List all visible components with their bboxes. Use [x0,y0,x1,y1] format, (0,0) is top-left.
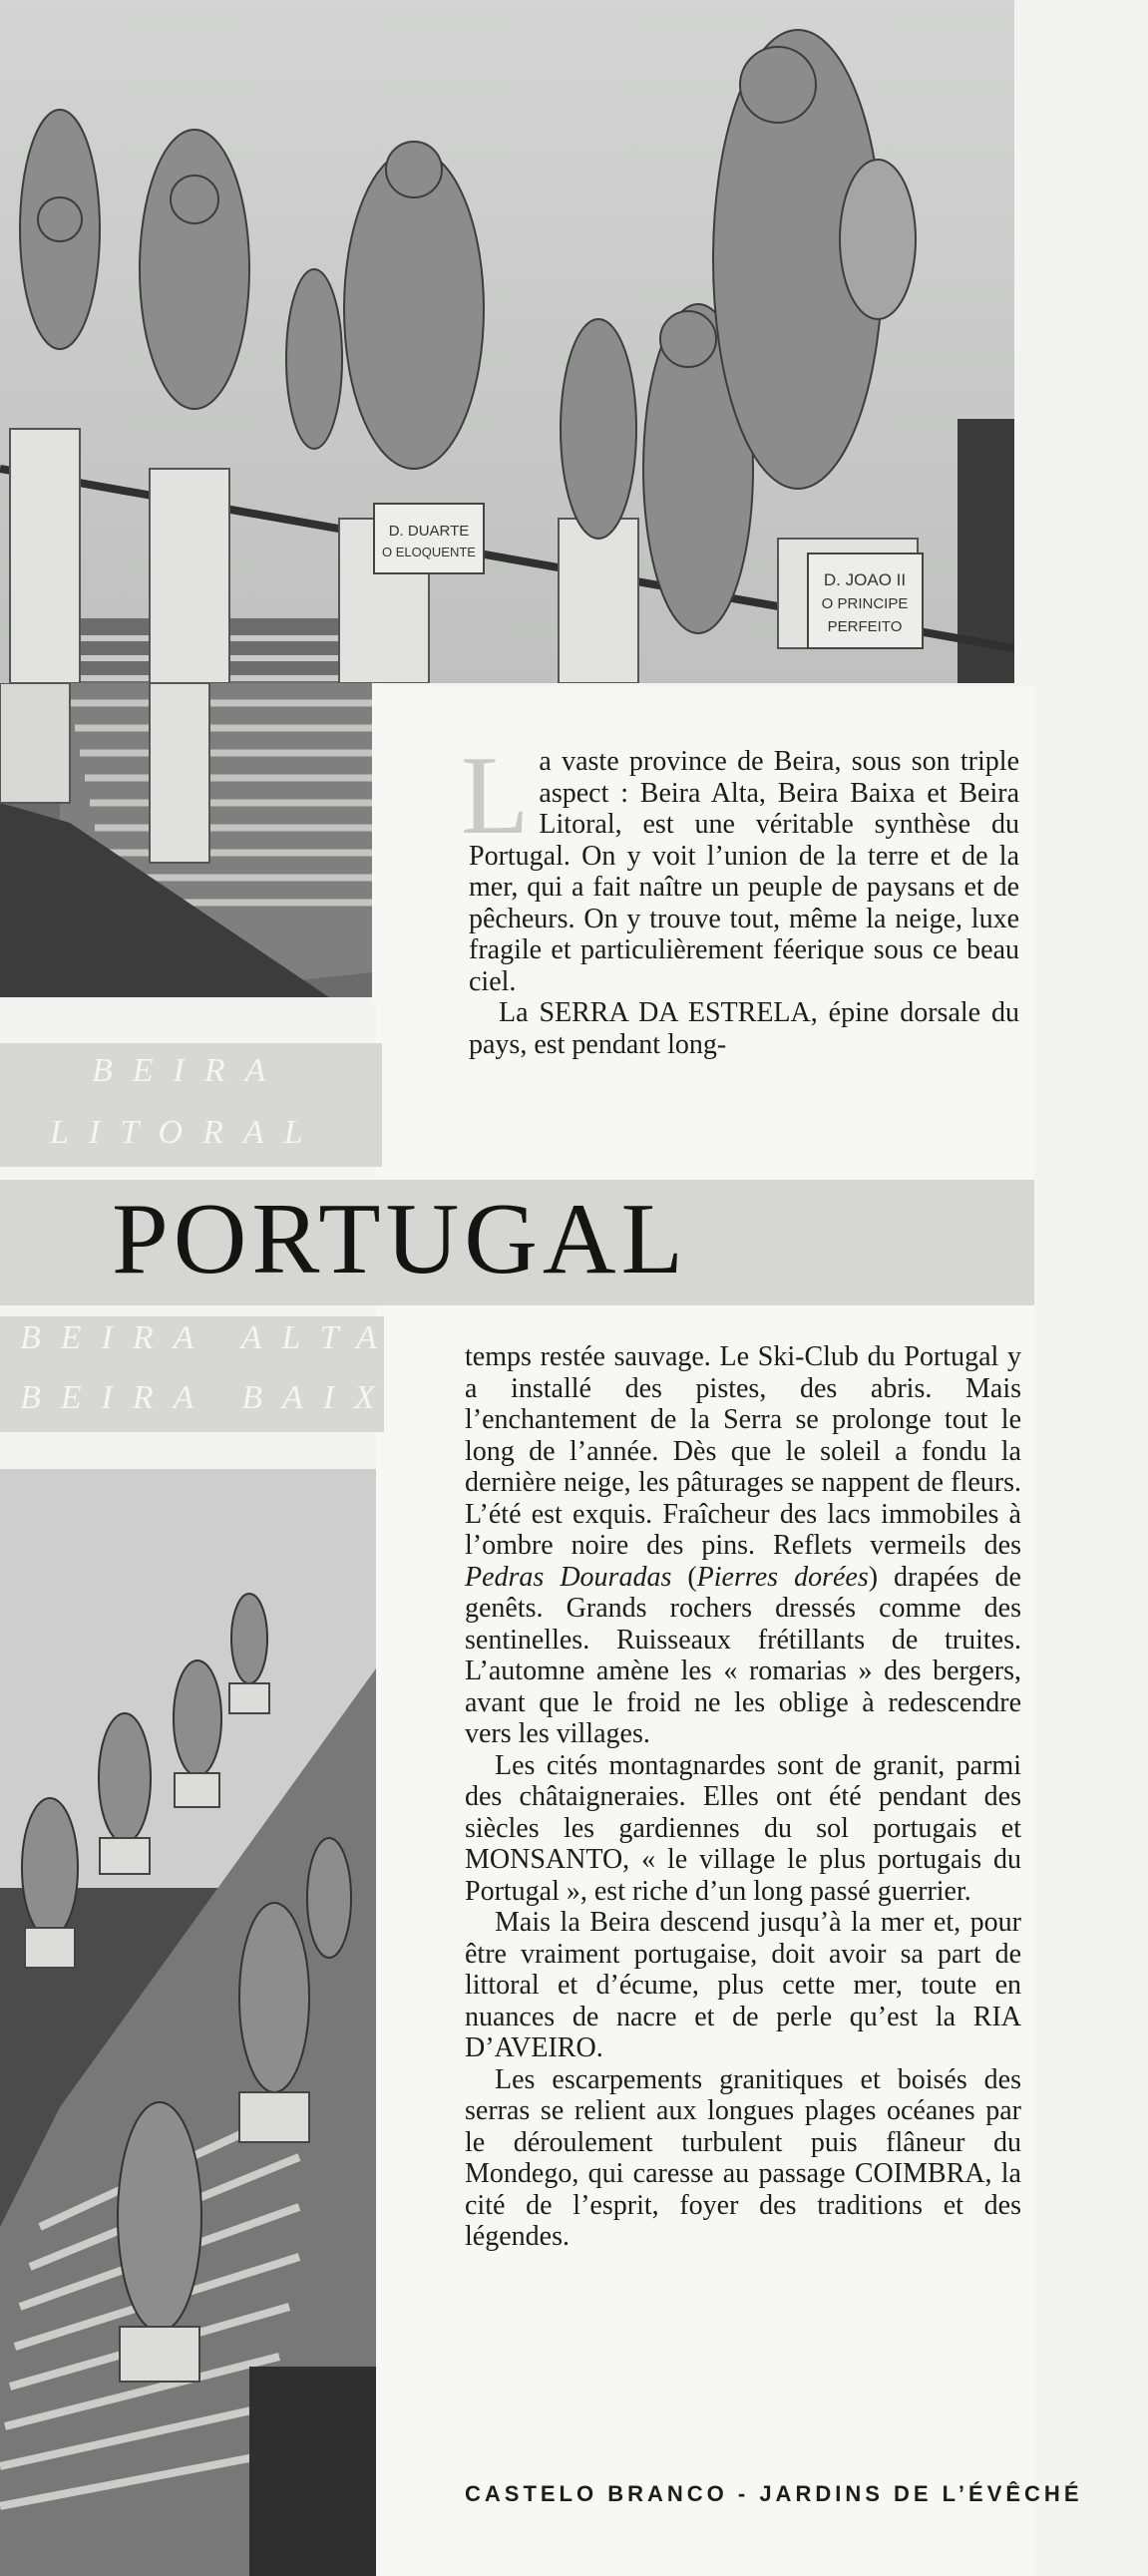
paragraph-serra-continued: temps restée sauvage. Le Ski-Club du Portugal y a installé des pistes, des abris. Mais l’enchantement de la Serra se prolonge tout le long de l’année. Dès que le soleil a fondu la dernière neige, les pâturages se nappent de fleurs. L’été est exquis. Fraîcheur des lacs immobiles à l’ombre noire des pins. Reflets vermeils des Pedras Douradas (Pierres dorées) drapées de genêts. Grands rochers dressés comme des sentinelles. Ruisseaux frétillants de truites. L’automne amène les « romarias » des bergers, avant que le froid ne les oblige à redescendre vers les villages. [465,1341,1021,1749]
drop-cap: L [461,734,530,858]
plaque-joao-line2: O PRINCIPE [821,595,909,612]
photo-garden-stairway-statues [0,1469,376,2576]
region-word-beira: BEIRA [92,1052,286,1089]
plaque-joao-line1: D. JOAO II [823,570,907,589]
intro-paragraph: La vaste province de Beira, sous son triple aspect : Beira Alta, Beira Baixa et Beira Litoral, est une véritable synthèse du Portugal. On y voit l’union de la terre et de la mer, qui a fait naître un peuple de paysans et de pêcheurs. On y trouve tout, même la neige, luxe fragile et particulièrement féerique sous ce beau ciel. [461,734,1019,997]
photo-king-statues-stairway [0,0,1014,683]
plaque-duarte-line1: D. DUARTE [388,523,470,540]
region-word-litoral: LITORAL [50,1114,323,1151]
paragraph-coimbra: Les escarpements granitiques et boisés des serras se relient aux longues plages océanes par le déroulement turbulent puis flâneur du Mondego, qui caresse au passage COIMBRA, la cité de l’esprit, foyer des traditions et des légendes. [465,2063,1021,2252]
main-column [465,1341,1021,2253]
region-word-beira-alta: BEIRA ALTA [20,1319,397,1356]
paragraph-cites: Les cités montagnardes sont de granit, parmi des châtaigneraies. Elles ont été pendant des siècles les gardiennes du sol portugais et MONSANTO, « le village le plus portugais du Portugal », est riche d’un long passé guerrier. [465,1749,1021,1907]
photo-stairway-continuation [0,683,372,997]
region-word-beira-baixa: BEIRA BAIXA [20,1379,436,1416]
intro-column [461,734,1019,1060]
plaque-duarte-line2: O ELOQUENTE [382,545,476,559]
page-title: PORTUGAL [112,1183,688,1295]
serra-paragraph-start: La SERRA DA ESTRELA, épine dorsale du pays, est pendant long- [469,997,1019,1060]
plaque-joao-line3: PERFEITO [827,618,903,635]
paragraph-mer: Mais la Beira descend jusqu’à la mer et, pour être vraiment portugaise, doit avoir sa part de littoral et d’écume, plus cette mer, toute en nuances de nacre et de perle qu’est la RIA D’AVEIRO. [465,1907,1021,2063]
photo-caption: CASTELO BRANCO - JARDINS DE L’ÉVÊCHÉ [465,2481,1083,2506]
